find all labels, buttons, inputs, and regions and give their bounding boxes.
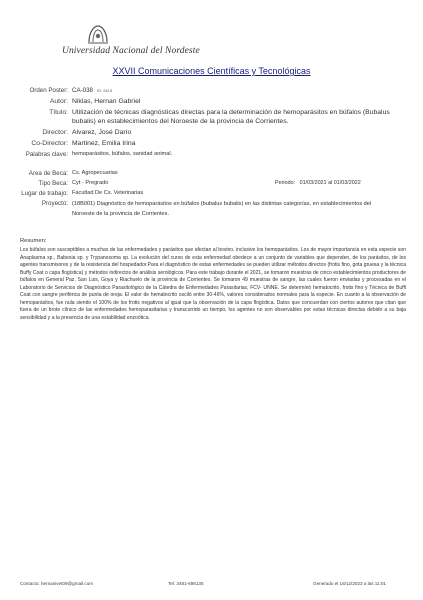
autor-label: Autor: xyxy=(49,98,68,105)
footer-contact: Contacto: hernanivet09@gmail.com xyxy=(20,581,94,586)
footer-tel: Tel: 3481-698135 xyxy=(168,581,204,586)
tipo-beca-label: Tipo Beca: xyxy=(38,180,68,187)
resumen-text: Los búfalos son susceptibles a muchas de las enfermedades y parásitos que afectan al bovino, inclusive los hemoparásitos. Los de mayor importancia en esta especie son Anaplasma sp., Babesia sp. y Trypanosoma sp. La evolución del curso de esta enfermedad obedece a un conjunto de variables que dependen, de los parásitos, de los agentes transmisores y de la resistencia del hospedador.Para el diagnóstico de estas enfermedades se pueden utilizar métodos directos (frotis fino, gota gruesa y la técnica Buffy Coat o capa flogística) y métodos indirectos de análisis serológicos. Para este trabajo durante el 2021, se tomaron muestras de cinco establecimientos productores de búfalos en General Paz, San Luis, Goya y Riachuelo de la provincia de Corrientes. Se tomaron 49 muestras de sangre, las cuales fueron enviadas y procesadas en el Laboratorio de Servicios de Diagnóstico Parasitológico de la Cátedra de Enfermedades Parasitarias, FCV- UNNE. Se determinó hematocrito, frotis fino y Técnica de Buffi Coat con sangre periférica de punta de oreja. El valor de hematocrito osciló entre 30-46%, valores considerados normales para la especie. En cuanto a la observación de hemoparásitos, fue nula siendo el 100% de los frotis negativos al igual que la observación de la capa flogística. Datos que concuerdan con ciertos autores que citan que fuera de un brote clínico de las enfermedades hemoparasitarias y transcurrido un tiempo, los agentes no son observables por estas técnicas directas debido a su baja sensibilidad y a la presencia de una estabilidad enzoótica. xyxy=(20,247,406,321)
codirector-value: Martinez, Emilia Irina xyxy=(72,140,136,147)
tipo-beca-value: Cyt - Pregrado xyxy=(72,180,109,186)
university-name: Universidad Nacional del Nordeste xyxy=(62,46,200,56)
director-value: Alvarez, José Darío xyxy=(72,129,132,136)
orden-label: Orden Poster: xyxy=(29,87,68,94)
area-beca-value: Cs. Agropecuarias xyxy=(72,170,118,176)
footer-generated: Generado el 18/12/2023 a las 11:01 xyxy=(313,581,386,586)
orden-value: CA-038 ID: 2413 xyxy=(72,87,113,94)
palabras-clave-value: hemoparásitos, búfalos, sanidad animal. xyxy=(72,151,173,157)
university-logo xyxy=(62,24,222,60)
lugar-trabajo-value: Facultad De Cs. Veterinarias xyxy=(72,190,144,196)
page-title: XXVII Comunicaciones Científicas y Tecnológicas xyxy=(112,66,311,76)
director-label: Director: xyxy=(42,129,68,136)
orden-id-tag: ID: 2413 xyxy=(96,88,113,93)
autor-value: Niklas, Hernan Gabriel xyxy=(72,98,141,105)
resumen-label: Resumen: xyxy=(20,238,47,244)
codirector-label: Co-Director: xyxy=(31,140,68,147)
proyecto-value: (18B001) Diagnóstico de hemoparásitos en búfalos (bubalus bubalis) en las distintas categorías, en establecimientos del Noroeste de la provincia de Corrientes. xyxy=(72,201,372,217)
area-beca-label: Area de Beca: xyxy=(28,170,68,177)
palabras-clave-label: Palabras clave: xyxy=(25,151,68,158)
periodo: Periodo: 01/03/2021 al 01/03/2022 xyxy=(275,180,361,186)
titulo-value: Utilización de técnicas diagnósticas directas para la determinación de hemoparásitos en búfalos (Bubalus bubalis) en establecimientos del Noroeste de la provincia de Corrientes. xyxy=(72,109,390,125)
proyecto-label: Proyecto: xyxy=(41,200,68,207)
university-emblem-icon xyxy=(86,24,110,46)
titulo-label: Título: xyxy=(49,109,68,116)
lugar-trabajo-label: Lugar de trabajo: xyxy=(21,190,68,197)
